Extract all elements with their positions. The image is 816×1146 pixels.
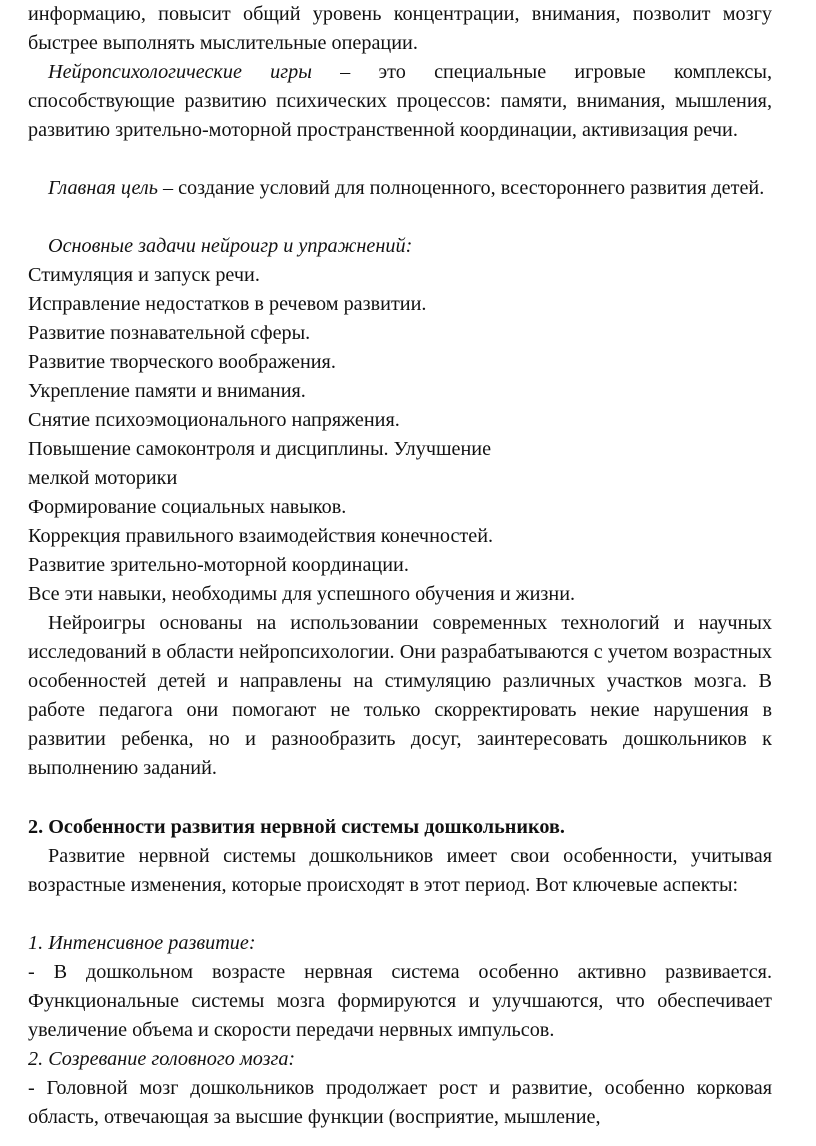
- task-item: Коррекция правильного взаимодействия конечностей.: [28, 525, 494, 547]
- paragraph-neuro-basis: Нейроигры основаны на использовании современных технологий и научных исследований в области нейропсихологии. Они разрабатываются с учетом возрастных особенностей детей и направлены на стимуляцию различных участков мозга. В работе педагога они помогают не только скорректировать некие нарушения в развитии ребенка, но и разнообразить досуг, заинтересовать дошкольников к выполнению заданий.: [28, 612, 772, 779]
- point-title: 2. Созревание головного мозга:: [28, 1048, 296, 1070]
- definition-main-goal: – создание условий для полноценного, всестороннего развития детей.: [157, 177, 765, 199]
- section2-intro: Развитие нервной системы дошкольников имеет свои особенности, учитывая возрастные изменения, которые происходят в этот период. Вот ключевые аспекты:: [28, 845, 772, 896]
- task-item: Снятие психоэмоционального напряжения.: [28, 409, 400, 431]
- term-main-goal: Главная цель: [48, 177, 158, 199]
- task-item: Все эти навыки, необходимы для успешного обучения и жизни.: [28, 583, 576, 605]
- task-item: Формирование социальных навыков.: [28, 496, 347, 518]
- paragraph-top-fragment: информацию, повысит общий уровень концентрации, внимания, позволит мозгу быстрее выполнять мыслительные операции.: [28, 3, 772, 54]
- term-neuro-games: Нейропсихологические игры: [48, 61, 312, 83]
- task-item: Развитие творческого воображения.: [28, 351, 336, 373]
- task-item: Развитие зрительно-моторной координации.: [28, 554, 409, 576]
- point-text: - В дошкольном возрасте нервная система особенно активно развивается. Функциональные системы мозга формируются и улучшаются, что обеспечивает увеличение объема и скорости передачи нервных импульсов.: [28, 961, 772, 1041]
- task-item: Развитие познавательной сферы.: [28, 322, 311, 344]
- section2-heading: 2. Особенности развития нервной системы дошкольников.: [28, 816, 565, 838]
- tasks-heading: Основные задачи нейроигр и упражнений:: [48, 235, 413, 257]
- task-item: Стимуляция и запуск речи.: [28, 264, 260, 286]
- task-item: Укрепление памяти и внимания.: [28, 380, 306, 402]
- task-item: мелкой моторики: [28, 467, 178, 489]
- paragraph-main-goal: [28, 174, 772, 203]
- point-title: 1. Интенсивное развитие:: [28, 932, 256, 954]
- point-text: - Головной мозг дошкольников продолжает рост и развитие, особенно корковая область, отвечающая за высшие функции (восприятие, мышление,: [28, 1077, 772, 1128]
- task-item: Повышение самоконтроля и дисциплины. Улучшение: [28, 438, 492, 460]
- definition-neuro-games: – это специальные игровые комплексы, способствующие развитию психических процессов: памяти, внимания, мышления, развитию зрительно-моторной пространственной координации, активизация речи.: [28, 61, 772, 141]
- paragraph-neuro-games: [28, 58, 772, 145]
- task-item: Исправление недостатков в речевом развитии.: [28, 293, 427, 315]
